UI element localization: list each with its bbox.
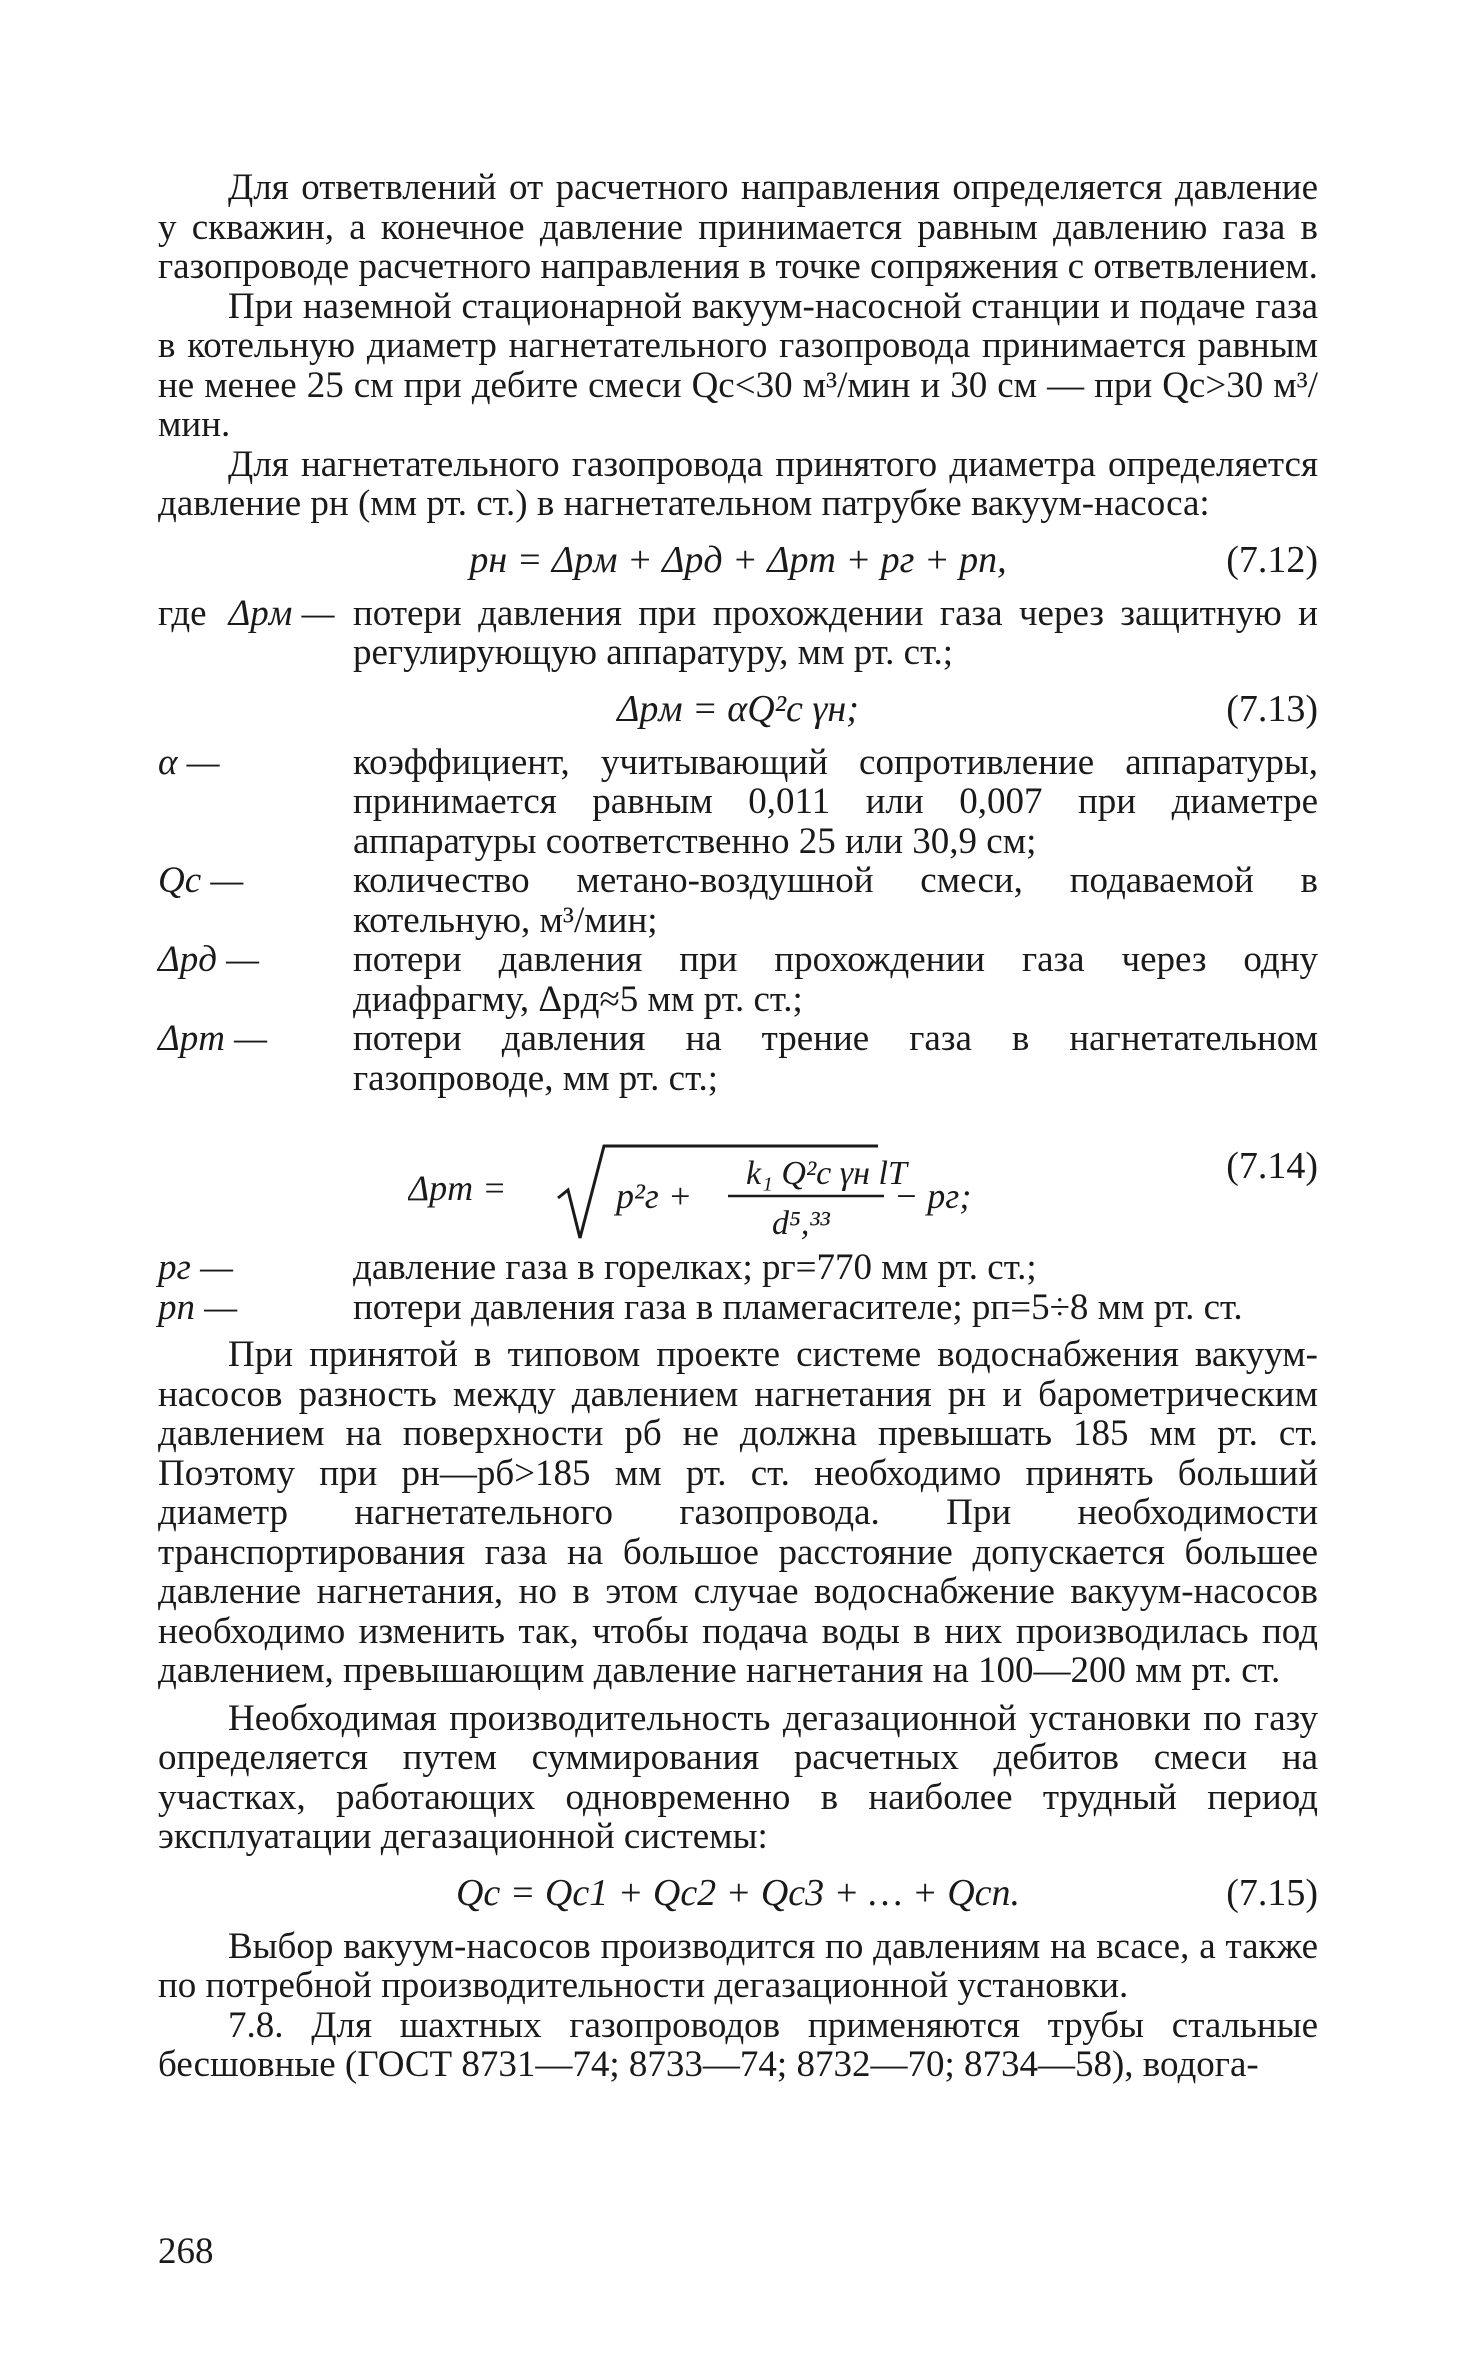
definition-text: количество метано-воздушной смеси, подаваемой в котельную, м³/мин; — [353, 860, 1318, 941]
equation-7-12 — [158, 524, 1318, 594]
equation-number: (7.14) — [1226, 1145, 1318, 1187]
definition-symbol: Δpм — — [228, 592, 335, 634]
equation-number: (7.13) — [1226, 687, 1318, 730]
paragraph-capacity: Необходимая производительность дегазационной установки по газу определяется путем суммирования расчетных дебитов смеси на участках, работающих одновременно в наиболее трудный период эксплуатации дегазационной системы: — [158, 1697, 1318, 1857]
equation-7-15 — [158, 1857, 1318, 1927]
equation-formula: pн = Δpм + Δpд + Δpт + pг + pп, — [469, 538, 1007, 581]
formula-p-term: p²г + — [616, 1176, 693, 1216]
paragraph-water-supply: При принятой в типовом проекте системе водоснабжения вакуум-насосов разность между давлением нагнетания pн и барометрическим давлением на поверхности pб не должна превышать 185 мм рт. ст. Поэтому при pн—pб>185 мм рт. ст. необходимо принять больший диаметр нагнетательного газопровода. При необходимости транспортирования газа на большое расстояние допускается большее давление нагнетания, но в этом случае водоснабжение вакуум-насосов необходимо изменить так, чтобы подача воды в них производилась под давлением, превышающим давление нагнетания на 100—200 мм рт. ст. — [158, 1334, 1318, 1691]
formula-numerator: k₁ Q²с γн lT — [746, 1155, 907, 1192]
definition-dpt — [158, 1019, 1318, 1098]
formula-lhs: Δpт = — [408, 1168, 507, 1208]
definition-text: потери давления при прохождении газа через одну диафрагму, Δpд≈5 мм рт. ст.; — [353, 939, 1318, 1020]
definition-pp — [158, 1288, 1318, 1328]
definition-symbol: pг — — [158, 1247, 234, 1288]
equation-formula: Δpм = αQ²с γн; — [617, 687, 859, 730]
paragraph-discharge-pressure: Для нагнетательного газопровода принятого диаметра определяется давление pн (мм рт. ст.) в нагнетательном патрубке вакуум-насоса: — [158, 443, 1318, 524]
equation-formula: Qс = Qс1 + Qс2 + Qс3 + … + Qсn. — [455, 1871, 1021, 1914]
definition-text: потери давления на трение газа в нагнетательном газопроводе, мм рт. ст.; — [353, 1018, 1318, 1099]
definition-alpha — [158, 743, 1318, 862]
equation-7-13 — [158, 673, 1318, 743]
definition-dpd — [158, 940, 1318, 1019]
definition-text: потери давления при прохождении газа через защитную и регулирующую аппаратуру, мм рт. ст.; — [353, 592, 1318, 673]
definition-symbol: Δpт — — [158, 1018, 268, 1059]
equation-number: (7.15) — [1226, 1871, 1318, 1914]
definition-text: потери давления газа в пламегасителе; pп=5÷8 мм рт. ст. — [353, 1286, 1243, 1328]
definition-symbol: Qс — — [158, 860, 244, 901]
where-label: где — [158, 592, 207, 634]
definition-text: давление газа в горелках; pг=770 мм рт. ст.; — [353, 1247, 1037, 1288]
formula-denominator: d⁵,³³ — [772, 1205, 830, 1242]
definition-text: коэффициент, учитывающий сопротивление аппаратуры, принимается равным 0,011 или 0,007 при диаметре аппаратуры соответственно 25 или 30,9 см; — [353, 741, 1318, 862]
paragraph-section-7-8: 7.8. Для шахтных газопроводов применяются трубы стальные бесшовные (ГОСТ 8731—74; 8733—74; 8732—70; 8734—58), водога- — [158, 2004, 1318, 2085]
friction-formula-graphic — [408, 1138, 1068, 1248]
paragraph-pump-station: При наземной стационарной вакуум-насосной станции и подаче газа в котельную диаметр нагнетательного газопровода принимается равным не менее 25 см при дебите смеси Qс<30 м³/мин и 30 см — при Qс>30 м³/мин. — [158, 285, 1318, 445]
paragraph-branches: Для ответвлений от расчетного направления определяется давление у скважин, а конечное давление принимается равным давлению газа в газопроводе расчетного направления в точке сопряжения с ответвлением. — [158, 167, 1318, 287]
definition-pg — [158, 1248, 1318, 1288]
definition-symbol: pп — — [158, 1286, 238, 1328]
page-content — [158, 168, 1318, 2085]
equation-7-14 — [158, 1098, 1318, 1248]
definition-qc — [158, 861, 1318, 940]
definition-symbol: α — — [158, 741, 220, 783]
equation-number: (7.12) — [1226, 538, 1318, 581]
formula-tail: − pг; — [894, 1176, 972, 1216]
definition-symbol: Δpд — — [158, 939, 260, 980]
page-number: 268 — [158, 2231, 214, 2272]
equation-formula — [158, 1138, 1318, 1248]
definition-dpm — [158, 594, 1318, 673]
paragraph-pump-selection: Выбор вакуум-насосов производится по давлениям на всасе, а также по потребной производительности дегазационной установки. — [158, 1925, 1318, 2006]
